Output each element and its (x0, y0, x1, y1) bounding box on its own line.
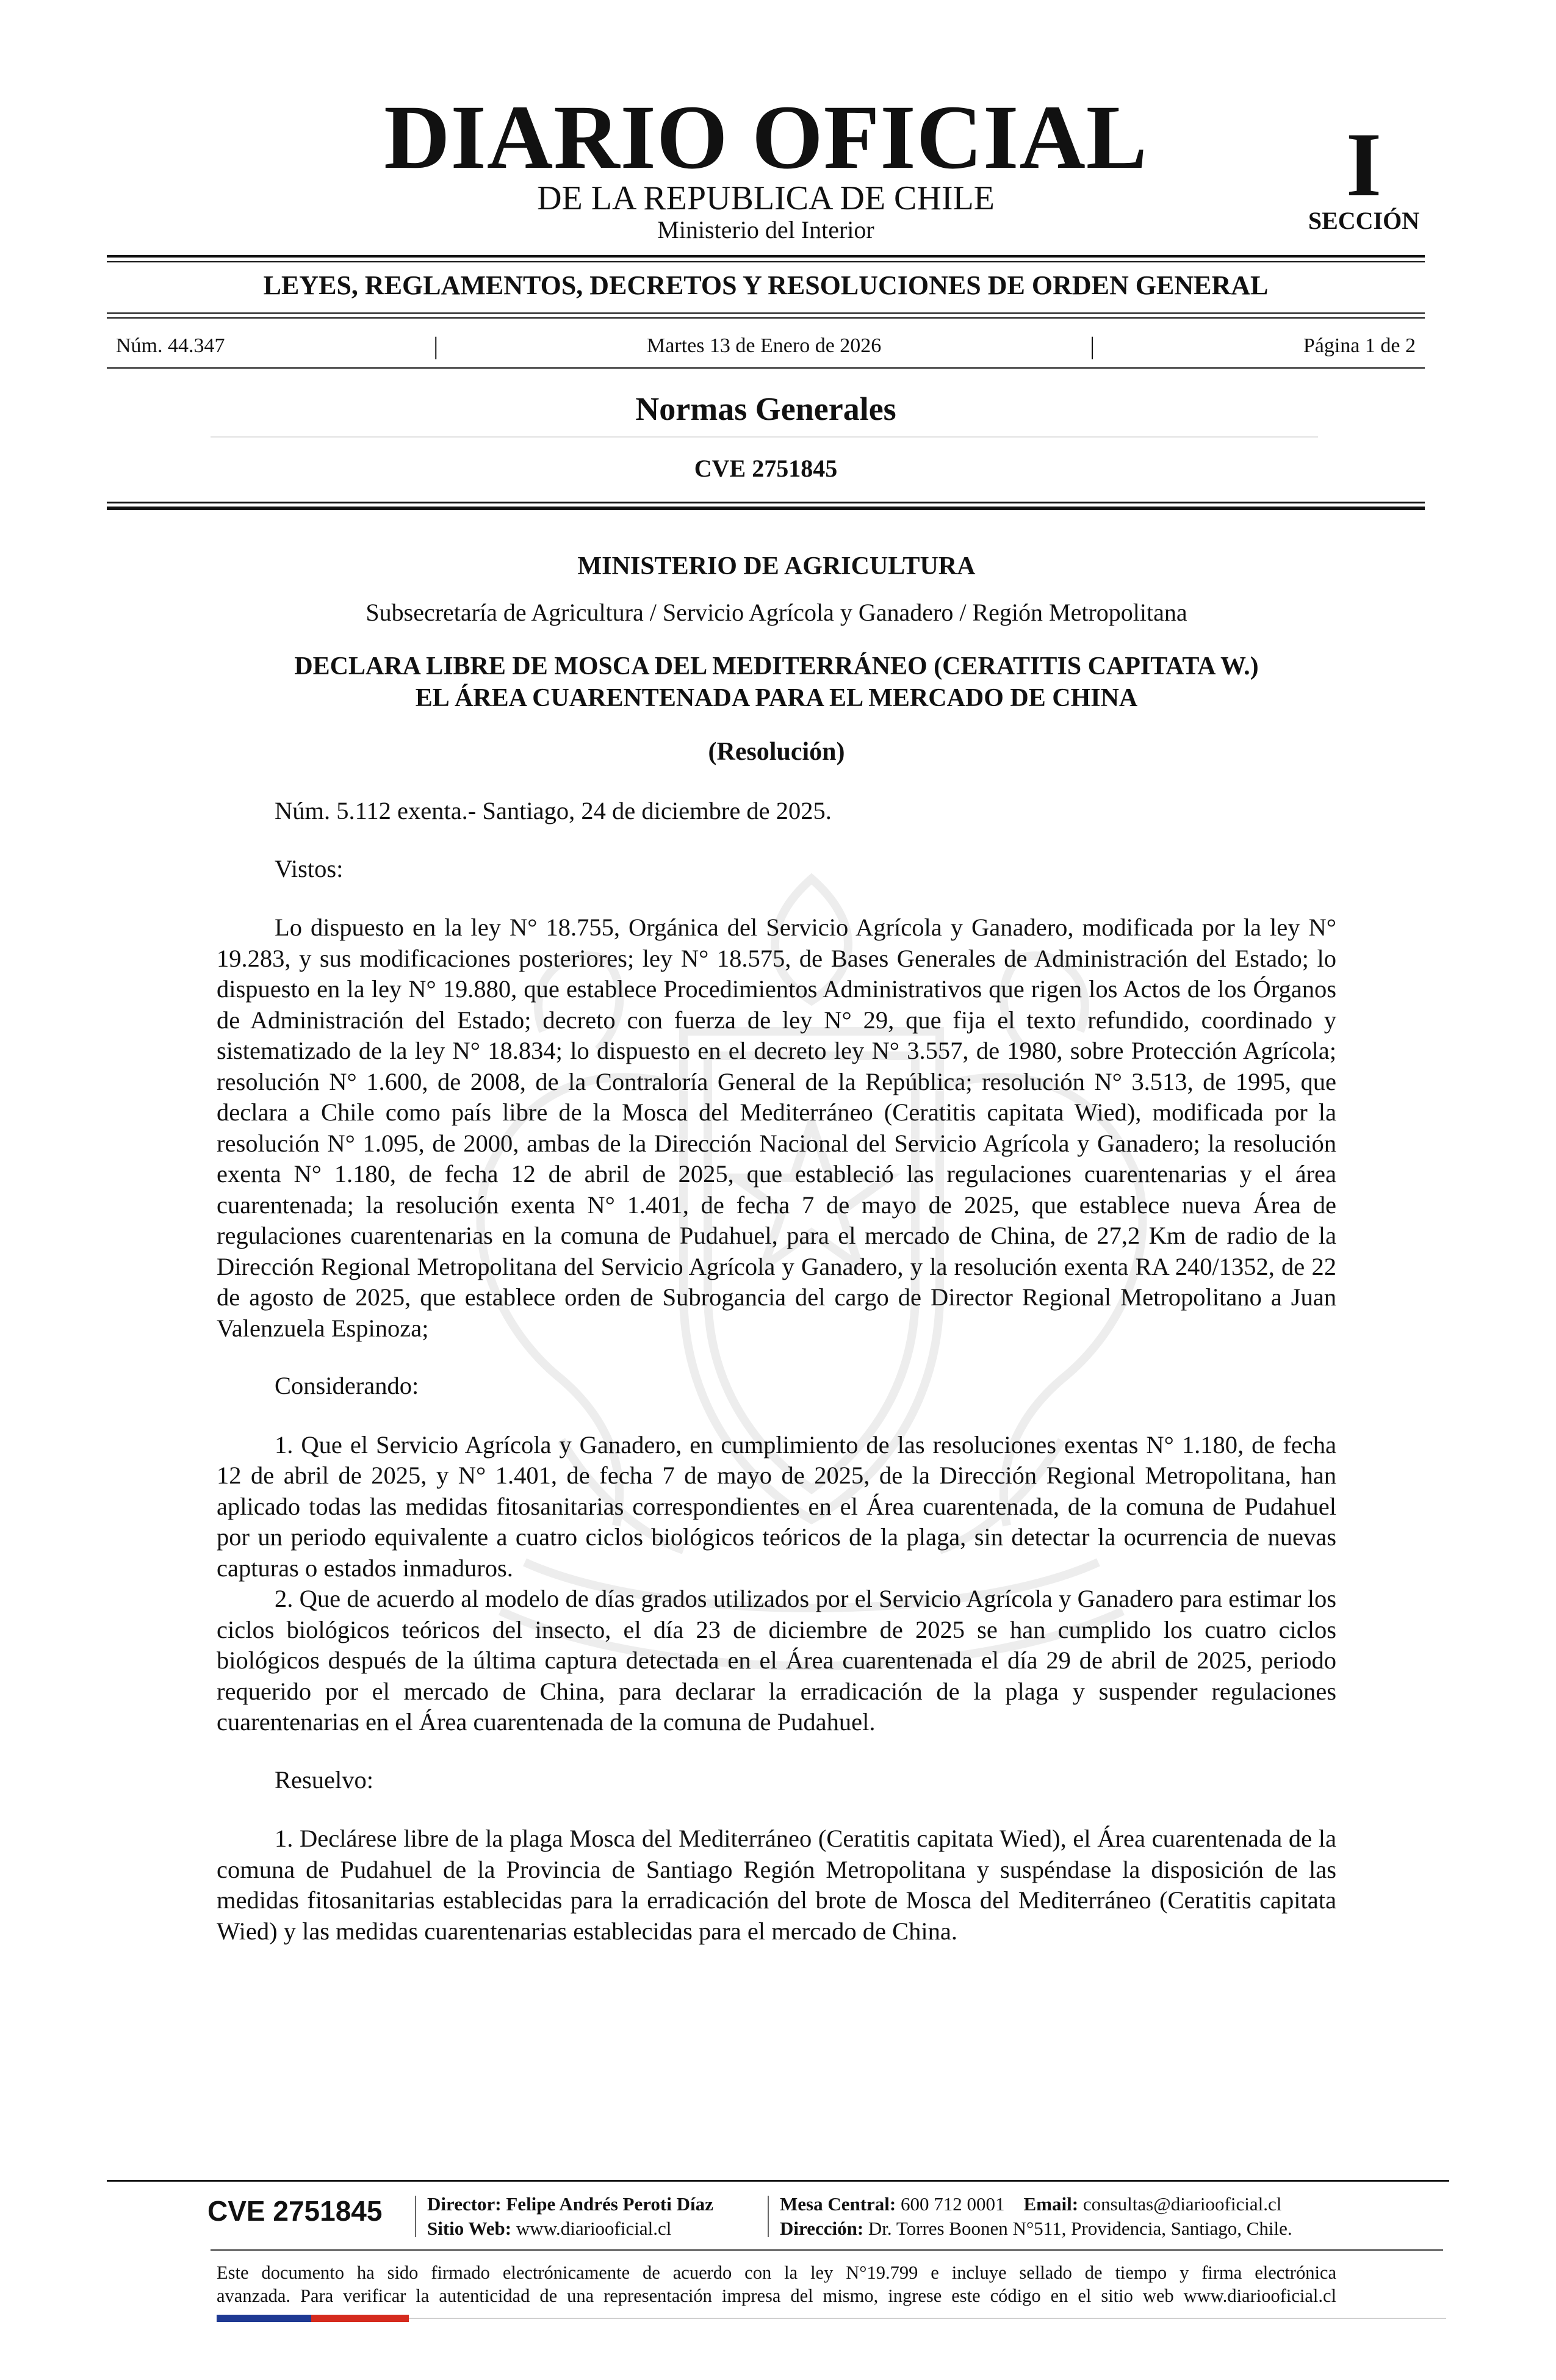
issue-date: Martes 13 de Enero de 2026 (647, 334, 882, 357)
phone-number: 600 712 0001 (901, 2193, 1005, 2215)
resolution-title-line: EL ÁREA CUARENTENADA PARA EL MERCADO DE CHINA (415, 684, 1138, 712)
issuing-ministry: MINISTERIO DE AGRICULTURA (577, 552, 976, 580)
cve-header: CVE 2751845 (694, 455, 838, 482)
masthead (107, 87, 1425, 244)
considerando-paragraph: 1. Que el Servicio Agrícola y Ganadero, en cumplimiento de las resoluciones exentas N° 1.180, de fecha 12 de abril de 2025, y N° 1.401, de fecha 7 de mayo de 2025, de la Dirección Regional Metropolitana, han aplicado todas las medidas fitosanitarias correspondientes en el Área cuarentenada, de la comuna de Pudahuel por un periodo equivalente a cuatro ciclos biológicos teóricos de la plaga, sin detectar la ocurrencia de nuevas capturas o estados inmaduros. (217, 1430, 1336, 1582)
resolution-title-line: DECLARA LIBRE DE MOSCA DEL MEDITERRÁNEO (CERATITIS CAPITATA W.) (294, 652, 1259, 680)
email-link[interactable]: consultas@diariooficial.cl (1082, 2193, 1282, 2215)
resuelvo-paragraph: 1. Declárese libre de la plaga Mosca del Mediterráneo (Ceratitis capitata Wied), el Área cuarentenada de la comuna de Pudahuel de la Provincia de Santiago Región Metropolitana y suspéndase la disposición de las medidas fitosanitarias establecidas para la erradicación del brote de Mosca del Mediterráneo (Ceratitis capitata Wied) y las medidas cuarentenarias establecidas para el mercado de China. (217, 1825, 1336, 1945)
norms-divider (211, 436, 1318, 438)
footer-rule (107, 2180, 1449, 2182)
website-link[interactable]: www.diariooficial.cl (516, 2218, 672, 2239)
footer-separator (415, 2196, 416, 2237)
norms-title: Normas Generales (635, 391, 896, 427)
footer-director-block (427, 2192, 713, 2241)
legal-notice-line: Este documento ha sido firmado electrónicamente de acuerdo con la ley N°19.799 e incluye sellado de tiempo y firma electrónica (217, 2262, 1336, 2283)
considerando-paragraph: 2. Que de acuerdo al modelo de días grados utilizados por el Servicio Agrícola y Ganadero para estimar los ciclos biológicos teóricos del insecto, el día 23 de diciembre de 2025 se han cumplido los cuatro ciclos biológicos después de la última captura detectada en el Área cuarentenada el día 29 de abril de 2025, periodo requerido por el mercado de China, para declarar la erradicación de la plaga y suspender regulaciones cuarentenarias en el Área cuarentenada de la comuna de Pudahuel. (217, 1585, 1336, 1736)
issuing-subsecretariat: Subsecretaría de Agricultura / Servicio Agrícola y Ganadero / Región Metropolitana (366, 599, 1187, 626)
newspaper-subtitle: DE LA REPUBLICA DE CHILE (537, 179, 995, 217)
issue-rule (107, 367, 1425, 369)
footer-rule-mid (211, 2249, 1443, 2251)
category-rule-2 (107, 317, 1425, 319)
section-label: SECCIÓN (1308, 207, 1420, 234)
footer-cve: CVE 2751845 (207, 2195, 383, 2227)
category-rule-1 (107, 312, 1425, 314)
considerando-label: Considerando: (275, 1372, 419, 1399)
footer-contact-block (780, 2192, 1292, 2241)
flag-stripe-blue (217, 2315, 311, 2322)
resolution-number-date: Núm. 5.112 exenta.- Santiago, 24 de diciembre de 2025. (275, 797, 832, 824)
newspaper-ministry: Ministerio del Interior (657, 216, 874, 243)
issue-separator: | (433, 332, 439, 359)
flag-stripe-rule (409, 2318, 1446, 2319)
legal-notice-line: avanzada. Para verificar la autenticidad de una representación impresa del mismo, ingrese este código en el sitio web www.diariooficial.cl (217, 2285, 1336, 2306)
vistos-label: Vistos: (275, 854, 344, 882)
resolution-title (217, 651, 1336, 714)
issue-separator: | (1090, 332, 1095, 359)
email-label: Email: (1023, 2193, 1079, 2215)
cve-rule-1 (107, 502, 1425, 503)
website-label: Sitio Web: (427, 2218, 512, 2239)
masthead-rule-thick (107, 255, 1425, 258)
section-number: I (1345, 114, 1382, 215)
director-name: Felipe Andrés Peroti Díaz (506, 2193, 713, 2215)
document-body (217, 549, 1336, 1947)
address-label: Dirección: (780, 2218, 864, 2239)
category-heading: LEYES, REGLAMENTOS, DECRETOS Y RESOLUCIONES DE ORDEN GENERAL (263, 270, 1269, 300)
masthead-rule-thin (107, 261, 1425, 262)
page-indicator: Página 1 de 2 (1303, 334, 1416, 357)
issue-info-bar (116, 331, 1416, 361)
phone-label: Mesa Central: (780, 2193, 896, 2215)
cve-rule-2 (107, 507, 1425, 510)
flag-stripe-red (311, 2315, 409, 2322)
issue-number: Núm. 44.347 (116, 334, 225, 357)
section-indicator (1297, 114, 1431, 234)
vistos-paragraph: Lo dispuesto en la ley N° 18.755, Orgánica del Servicio Agrícola y Ganadero, modificada por la ley N° 19.283, y sus modificaciones posteriores; ley N° 18.575, de Bases Generales de Administración del Estado; lo dispuesto en la ley N° 19.880, que establece Procedimientos Administrativos que rigen los Actos de los Órganos de Administración del Estado; decreto con fuerza de ley N° 29, que fija el texto refundido, coordinado y sistematizado de la ley N° 18.834; lo dispuesto en el decreto ley N° 3.557, de 1980, sobre Protección Agrícola; resolución N° 1.600, de 2008, de la Contraloría General de la República; resolución N° 3.513, de 1995, que declara a Chile como país libre de la Mosca del Mediterráneo (Ceratitis capitata Wied), modificada por la resolución N° 1.095, de 2000, ambas de la Dirección Nacional del Servicio Agrícola y Ganadero; la resolución exenta N° 1.180, de fecha 12 de abril de 2025, que estableció las regulaciones cuarentenarias y el área cuarentenada; la resolución exenta N° 1.401, de fecha 7 de mayo de 2025, que establece nueva Área de regulaciones cuarentenarias en la comuna de Pudahuel, para el mercado de China, de 27,2 Km de radio de la Dirección Regional Metropolitana del Servicio Agrícola y Ganadero, y la resolución exenta RA 240/1352, de 22 de agosto de 2025, que establece orden de Subrogancia del cargo de Director Regional Metropolitano a Juan Valenzuela Espinoza; (217, 914, 1336, 1342)
director-label: Director: (427, 2193, 502, 2215)
document-type: (Resolución) (708, 738, 845, 766)
newspaper-title: DIARIO OFICIAL (384, 87, 1148, 188)
footer-separator (768, 2196, 769, 2237)
footer-legal-notice (217, 2261, 1336, 2307)
resuelvo-label: Resuelvo: (275, 1765, 373, 1794)
address-text: Dr. Torres Boonen N°511, Providencia, Santiago, Chile. (868, 2218, 1292, 2239)
